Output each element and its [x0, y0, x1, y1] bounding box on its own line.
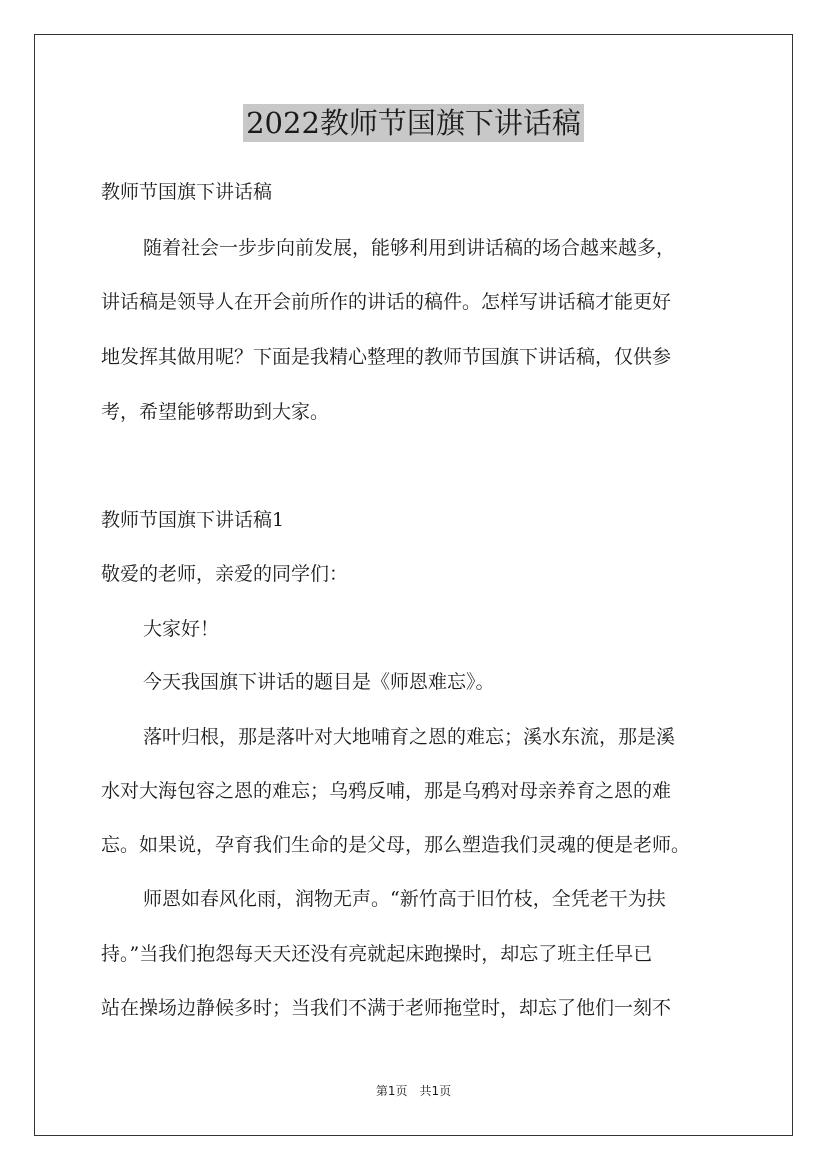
page-number-current: 第1页: [375, 1084, 408, 1098]
paragraph-line: 考，希望能够帮助到大家。: [101, 401, 330, 423]
paragraph-line: 今天我国旗下讲话的题目是《师恩难忘》。: [143, 671, 495, 693]
paragraph-line: 站在操场边静候多时；当我们不满于老师拖堂时，却忘了他们一刻不: [101, 997, 672, 1019]
document-title: 2022教师节国旗下讲话稿: [243, 104, 584, 142]
paragraph-line: 随着社会一步步向前发展，能够利用到讲话稿的场合越来越多，: [143, 237, 676, 259]
greeting-line: 大家好！: [143, 618, 220, 640]
paragraph-line: 忘。如果说，孕育我们生命的是父母，那么塑造我们灵魂的便是老师。: [101, 834, 691, 856]
paragraph-line: 水对大海包容之恩的难忘；乌鸦反哺，那是乌鸦对母亲养育之恩的难: [101, 780, 672, 802]
paragraph-line: 持。”当我们抱怨每天天还没有亮就起床跑操时，却忘了班主任早已: [101, 943, 653, 965]
page-footer: [0, 1083, 827, 1099]
paragraph-line: 地发挥其做用呢？下面是我精心整理的教师节国旗下讲话稿，仅供参: [101, 346, 672, 368]
title-container: [0, 104, 827, 142]
paragraph-line: 讲话稿是领导人在开会前所作的讲话的稿件。怎样写讲话稿才能更好: [101, 291, 672, 313]
salutation-line: 敬爱的老师，亲爱的同学们：: [101, 563, 349, 585]
paragraph-line: 师恩如春风化雨，润物无声。“新竹高于旧竹枝，全凭老干为扶: [143, 888, 666, 910]
section-heading: 教师节国旗下讲话稿1: [101, 509, 285, 531]
paragraph-line: 落叶归根，那是落叶对大地哺育之恩的难忘；溪水东流，那是溪: [143, 726, 676, 748]
page-number-total: 共1页: [419, 1084, 452, 1098]
subtitle-line: 教师节国旗下讲话稿: [101, 181, 273, 203]
